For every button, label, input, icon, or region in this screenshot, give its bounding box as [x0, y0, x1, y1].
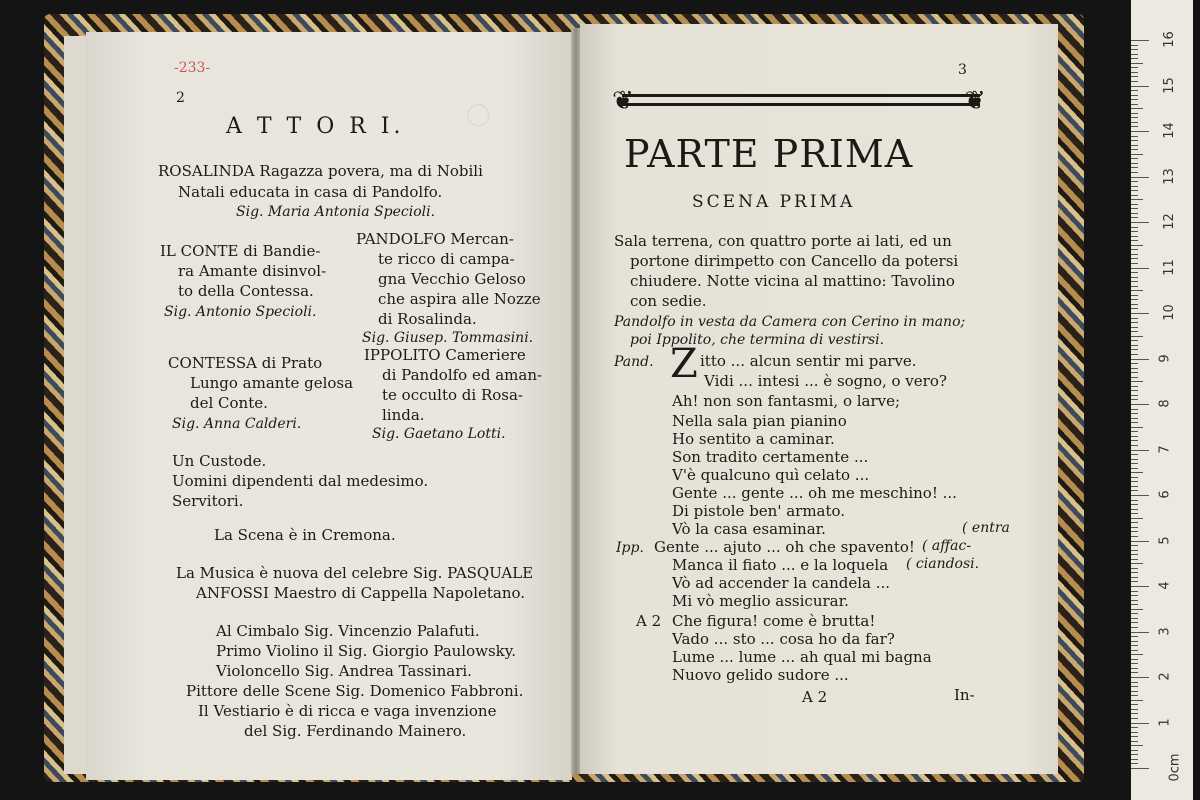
ruler-tick — [1131, 268, 1149, 269]
ruler-tick — [1131, 654, 1143, 655]
ruler-tick — [1131, 650, 1138, 651]
pandolfo-line: te ricco di campa- — [378, 250, 515, 268]
verse-line: Nella sala pian pianino — [672, 412, 847, 430]
ruler-label: 5 — [1157, 535, 1173, 545]
ruler-tick — [1131, 759, 1138, 760]
ruler-tick — [1131, 113, 1138, 114]
ruler-tick — [1131, 404, 1149, 405]
speaker-ipp: Ipp. — [616, 540, 644, 556]
ruler-tick — [1131, 349, 1138, 350]
contessa-line: Lungo amante gelosa — [190, 374, 354, 392]
verse-line: Manca il fiato ... e la loquela — [672, 556, 889, 574]
stage-cue: ( ciandosi. — [906, 556, 980, 572]
ippolito-line: te occulto di Rosa- — [382, 386, 523, 404]
ruler-tick — [1131, 76, 1138, 77]
verse-line: itto ... alcun sentir mi parve. — [700, 352, 917, 370]
credit-line: Il Vestiario è di ricca e vaga invenzione — [198, 702, 497, 720]
ruler-tick — [1131, 286, 1138, 287]
ruler-tick — [1131, 377, 1138, 378]
ruler-tick — [1131, 258, 1138, 259]
pandolfo-line: che aspira alle Nozze — [378, 290, 541, 308]
svg-text:❦: ❦ — [964, 86, 986, 116]
ruler-label: 0cm — [1167, 753, 1183, 782]
ruler-tick — [1131, 591, 1138, 592]
catchword: In- — [954, 686, 975, 704]
ruler-tick — [1131, 277, 1138, 278]
ruler-tick — [1131, 390, 1138, 391]
ruler-tick — [1131, 345, 1138, 346]
ruler-tick — [1131, 354, 1138, 355]
ruler-tick — [1131, 240, 1138, 241]
ippolito-line: di Pandolfo ed aman- — [382, 366, 543, 384]
ruler-tick — [1131, 450, 1149, 451]
ruler-tick — [1131, 67, 1138, 68]
ruler-tick — [1131, 436, 1138, 437]
verse-line: Vò ad accender la candela ... — [672, 574, 891, 592]
stage-cue: ( affac- — [922, 538, 972, 554]
ruler-tick — [1131, 659, 1138, 660]
credit-line: Violoncello Sig. Andrea Tassinari. — [216, 662, 472, 680]
ruler-tick — [1131, 531, 1138, 532]
other-role: Servitori. — [172, 492, 244, 510]
ruler-tick — [1131, 723, 1149, 724]
ippolito-line: linda. — [382, 406, 425, 424]
ruler-tick — [1131, 736, 1138, 737]
ruler-tick — [1131, 40, 1149, 41]
conte-line: to della Contessa. — [178, 282, 314, 300]
ruler-tick — [1131, 645, 1138, 646]
ruler-label: 13 — [1161, 167, 1177, 185]
ruler-tick — [1131, 477, 1138, 478]
ruler-tick — [1131, 727, 1138, 728]
ruler-tick — [1131, 427, 1143, 428]
ruler-tick — [1131, 559, 1138, 560]
verse-line: Lume ... lume ... ah qual mi bagna — [672, 648, 932, 666]
pandolfo-line: gna Vecchio Geloso — [378, 270, 526, 288]
ruler-tick — [1131, 672, 1138, 673]
ruler-tick — [1131, 486, 1138, 487]
ruler-tick — [1131, 732, 1138, 733]
ruler-tick — [1131, 290, 1143, 291]
ruler-tick — [1131, 72, 1138, 73]
verse-line: V'è qualcuno quì celato ... — [672, 466, 870, 484]
ruler-tick — [1131, 504, 1138, 505]
ruler-label: 8 — [1157, 399, 1173, 408]
stage-direction: poi Ippolito, che termina di vestirsi. — [630, 332, 885, 348]
rosalinda-singer: Sig. Maria Antonia Specioli. — [236, 204, 436, 220]
ruler-label: 15 — [1161, 76, 1177, 94]
right-page — [580, 24, 1058, 774]
ruler-tick — [1131, 713, 1138, 714]
ruler-tick — [1131, 368, 1138, 369]
ruler-label: 14 — [1161, 122, 1177, 139]
ruler-tick — [1131, 49, 1138, 50]
ruler-tick — [1131, 586, 1149, 587]
ruler-tick — [1131, 386, 1138, 387]
speaker-a2: A 2 — [636, 612, 662, 630]
ruler-tick — [1131, 682, 1138, 683]
ruler-tick — [1131, 677, 1149, 678]
ruler-tick — [1131, 359, 1149, 360]
ruler-tick — [1131, 95, 1138, 96]
ruler-tick — [1131, 568, 1138, 569]
musica-line: ANFOSSI Maestro di Cappella Napoletano. — [196, 584, 526, 602]
verse-line: Son tradito certamente ... — [672, 448, 869, 466]
ruler-tick — [1131, 509, 1138, 510]
ruler-tick — [1131, 227, 1138, 228]
page-number: 2 — [176, 90, 185, 106]
ruler-tick — [1131, 418, 1138, 419]
ruler-tick — [1131, 318, 1138, 319]
ruler-tick — [1131, 618, 1138, 619]
ruler-tick — [1131, 186, 1138, 187]
ruler-tick — [1131, 700, 1143, 701]
scena-note: La Scena è in Cremona. — [214, 526, 396, 544]
ruler-tick — [1131, 145, 1138, 146]
ruler-tick — [1131, 454, 1138, 455]
ruler-tick — [1131, 263, 1138, 264]
ruler-tick — [1131, 254, 1138, 255]
ruler-tick — [1131, 422, 1138, 423]
verse-line: Di pistole ben' armato. — [672, 502, 846, 520]
ruler-tick — [1131, 195, 1138, 196]
ruler-tick — [1131, 158, 1138, 159]
pandolfo-line: di Rosalinda. — [378, 310, 477, 328]
pandolfo-line: PANDOLFO Mercan- — [356, 230, 514, 248]
ruler-tick — [1131, 627, 1138, 628]
credit-line: del Sig. Ferdinando Mainero. — [244, 722, 467, 740]
left-page — [86, 32, 572, 780]
credit-line: Primo Violino il Sig. Giorgio Paulowsky. — [216, 642, 517, 660]
ruler-tick — [1131, 613, 1138, 614]
contessa-singer: Sig. Anna Calderi. — [172, 416, 302, 432]
ruler-tick — [1131, 131, 1149, 132]
ruler-tick — [1131, 522, 1138, 523]
ruler-tick — [1131, 581, 1138, 582]
verse-line: Che figura! come è brutta! — [672, 612, 876, 630]
drop-cap: Z — [670, 341, 698, 387]
ruler-tick — [1131, 445, 1138, 446]
ruler-tick — [1131, 718, 1138, 719]
ruler-tick — [1131, 768, 1149, 769]
ruler-tick — [1131, 641, 1138, 642]
ornament-border — [612, 82, 990, 118]
ruler-tick — [1131, 308, 1138, 309]
ruler-tick — [1131, 459, 1138, 460]
ruler-tick — [1131, 695, 1138, 696]
ruler-tick — [1131, 163, 1138, 164]
ruler-tick — [1131, 213, 1138, 214]
verse-line: Mi vò meglio assicurar. — [672, 592, 849, 610]
ruler-tick — [1131, 440, 1138, 441]
other-role: Un Custode. — [172, 452, 267, 470]
ruler-tick — [1131, 336, 1143, 337]
ruler-tick — [1131, 686, 1138, 687]
verse-line: Gente ... gente ... oh me meschino! ... — [672, 484, 957, 502]
ruler-tick — [1131, 545, 1138, 546]
measuring-ruler — [1131, 0, 1193, 800]
verse-line: Vò la casa esaminar. — [672, 520, 826, 538]
ruler-tick — [1131, 399, 1138, 400]
ruler-tick — [1131, 217, 1138, 218]
parte-prima-title: PARTE PRIMA — [624, 132, 914, 176]
ruler-label: 3 — [1157, 626, 1173, 636]
ruler-label: 1 — [1157, 717, 1173, 727]
ruler-tick — [1131, 154, 1143, 155]
ruler-tick — [1131, 431, 1138, 432]
ruler-tick — [1131, 81, 1138, 82]
pandolfo-singer: Sig. Giusep. Tommasini. — [362, 330, 534, 346]
verse-line: Ho sentito a caminar. — [672, 430, 835, 448]
ruler-tick — [1131, 322, 1138, 323]
ruler-label: 10 — [1161, 304, 1177, 321]
ruler-label: 4 — [1157, 581, 1173, 590]
ruler-tick — [1131, 181, 1138, 182]
stage-direction: Pandolfo in vesta da Camera con Cerino in mano; — [614, 314, 966, 330]
rosalinda-line: ROSALINDA Ragazza povera, ma di Nobili — [158, 162, 483, 180]
verse-line: Vado ... sto ... cosa ho da far? — [672, 630, 895, 648]
ruler-tick — [1131, 750, 1138, 751]
attori-title: A T T O R I. — [226, 114, 405, 139]
ruler-tick — [1131, 313, 1149, 314]
ruler-tick — [1131, 199, 1143, 200]
ruler-tick — [1131, 745, 1143, 746]
ruler-tick — [1131, 327, 1138, 328]
ruler-tick — [1131, 595, 1138, 596]
ruler-tick — [1131, 177, 1149, 178]
ruler-tick — [1131, 231, 1138, 232]
ruler-tick — [1131, 490, 1138, 491]
ruler-tick — [1131, 763, 1138, 764]
ruler-tick — [1131, 409, 1138, 410]
ruler-tick — [1131, 299, 1138, 300]
ruler-tick — [1131, 281, 1138, 282]
ruler-tick — [1131, 527, 1138, 528]
ruler-tick — [1131, 622, 1138, 623]
ruler-tick — [1131, 45, 1138, 46]
ruler-tick — [1131, 372, 1138, 373]
ruler-tick — [1131, 600, 1138, 601]
ruler-tick — [1131, 632, 1149, 633]
ruler-tick — [1131, 236, 1138, 237]
ruler-tick — [1131, 149, 1138, 150]
ruler-tick — [1131, 609, 1143, 610]
contessa-line: CONTESSA di Prato — [168, 354, 323, 372]
stage-cue: ( entra — [962, 520, 1010, 536]
credit-line: Pittore delle Scene Sig. Domenico Fabbroni. — [186, 682, 524, 700]
ruler-label: 2 — [1157, 672, 1173, 681]
setting-line: portone dirimpetto con Cancello da potersi — [630, 252, 959, 270]
ruler-tick — [1131, 413, 1138, 414]
ippolito-line: IPPOLITO Cameriere — [364, 346, 526, 364]
ruler-tick — [1131, 663, 1138, 664]
ruler-tick — [1131, 468, 1138, 469]
verse-line: Vidi ... intesi ... è sogno, o vero? — [704, 372, 947, 390]
conte-line: IL CONTE di Bandie- — [160, 242, 321, 260]
ruler-tick — [1131, 363, 1138, 364]
ruler-tick — [1131, 117, 1138, 118]
pencil-mark: -233- — [174, 60, 211, 76]
ruler-tick — [1131, 90, 1138, 91]
conte-line: ra Amante disinvol- — [178, 262, 327, 280]
ruler-tick — [1131, 54, 1138, 55]
speaker-pand: Pand. — [614, 354, 654, 370]
ruler-tick — [1131, 172, 1138, 173]
ruler-tick — [1131, 472, 1143, 473]
ruler-tick — [1131, 463, 1138, 464]
ruler-tick — [1131, 541, 1149, 542]
ruler-tick — [1131, 572, 1138, 573]
ruler-tick — [1131, 295, 1138, 296]
ruler-tick — [1131, 536, 1138, 537]
ruler-tick — [1131, 86, 1149, 87]
ruler-tick — [1131, 208, 1138, 209]
ruler-tick — [1131, 563, 1143, 564]
ruler-tick — [1131, 104, 1138, 105]
ruler-label: 6 — [1157, 490, 1173, 499]
ruler-tick — [1131, 126, 1138, 127]
ruler-tick — [1131, 604, 1138, 605]
page-number: 3 — [958, 62, 967, 78]
ruler-tick — [1131, 249, 1138, 250]
ruler-tick — [1131, 668, 1138, 669]
ruler-tick — [1131, 99, 1138, 100]
ruler-tick — [1131, 63, 1143, 64]
ruler-tick — [1131, 381, 1143, 382]
ruler-tick — [1131, 304, 1138, 305]
verse-line: Ah! non son fantasmi, o larve; — [672, 392, 901, 410]
ruler-tick — [1131, 58, 1138, 59]
ruler-tick — [1131, 754, 1138, 755]
ruler-tick — [1131, 550, 1138, 551]
ruler-label: 12 — [1161, 213, 1177, 230]
ruler-label: 16 — [1161, 31, 1177, 48]
library-stamp: ◯ — [466, 102, 491, 127]
ruler-tick — [1131, 704, 1138, 705]
ruler-tick — [1131, 636, 1138, 637]
ruler-tick — [1131, 222, 1149, 223]
ruler-tick — [1131, 495, 1149, 496]
rosalinda-line: Natali educata in casa di Pandolfo. — [178, 183, 443, 201]
ruler-tick — [1131, 108, 1143, 109]
svg-text:❦: ❦ — [612, 86, 634, 116]
ruler-tick — [1131, 331, 1138, 332]
verse-line: Nuovo gelido sudore ... — [672, 666, 849, 684]
other-role: Uomini dipendenti dal medesimo. — [172, 472, 429, 490]
ruler-tick — [1131, 140, 1138, 141]
ruler-tick — [1131, 709, 1138, 710]
ruler-tick — [1131, 272, 1138, 273]
ippolito-singer: Sig. Gaetano Lotti. — [372, 426, 506, 442]
ruler-tick — [1131, 691, 1138, 692]
contessa-line: del Conte. — [190, 394, 268, 412]
ruler-tick — [1131, 167, 1138, 168]
scena-prima-heading: SCENA PRIMA — [692, 192, 856, 212]
ruler-tick — [1131, 577, 1138, 578]
ruler-label: 9 — [1157, 353, 1173, 363]
ruler-tick — [1131, 518, 1143, 519]
ruler-tick — [1131, 395, 1138, 396]
ruler-tick — [1131, 122, 1138, 123]
ruler-tick — [1131, 340, 1138, 341]
ruler-tick — [1131, 500, 1138, 501]
ruler-tick — [1131, 190, 1138, 191]
ruler-tick — [1131, 481, 1138, 482]
verse-line: Gente ... ajuto ... oh che spavento! — [654, 538, 915, 556]
ruler-tick — [1131, 554, 1138, 555]
setting-line: Sala terrena, con quattro porte ai lati, ed un — [614, 232, 952, 250]
ruler-label: 11 — [1161, 258, 1177, 276]
ruler-tick — [1131, 136, 1138, 137]
signature-mark: A 2 — [802, 688, 828, 706]
ruler-tick — [1131, 245, 1143, 246]
setting-line: chiudere. Notte vicina al mattino: Tavolino — [630, 272, 955, 290]
credit-line: Al Cimbalo Sig. Vincenzio Palafuti. — [216, 622, 480, 640]
ruler-tick — [1131, 513, 1138, 514]
conte-singer: Sig. Antonio Specioli. — [164, 304, 317, 320]
setting-line: con sedie. — [630, 292, 707, 310]
musica-line: La Musica è nuova del celebre Sig. PASQUALE — [176, 564, 534, 582]
ruler-label: 7 — [1157, 444, 1173, 454]
ruler-tick — [1131, 204, 1138, 205]
ruler-tick — [1131, 741, 1138, 742]
